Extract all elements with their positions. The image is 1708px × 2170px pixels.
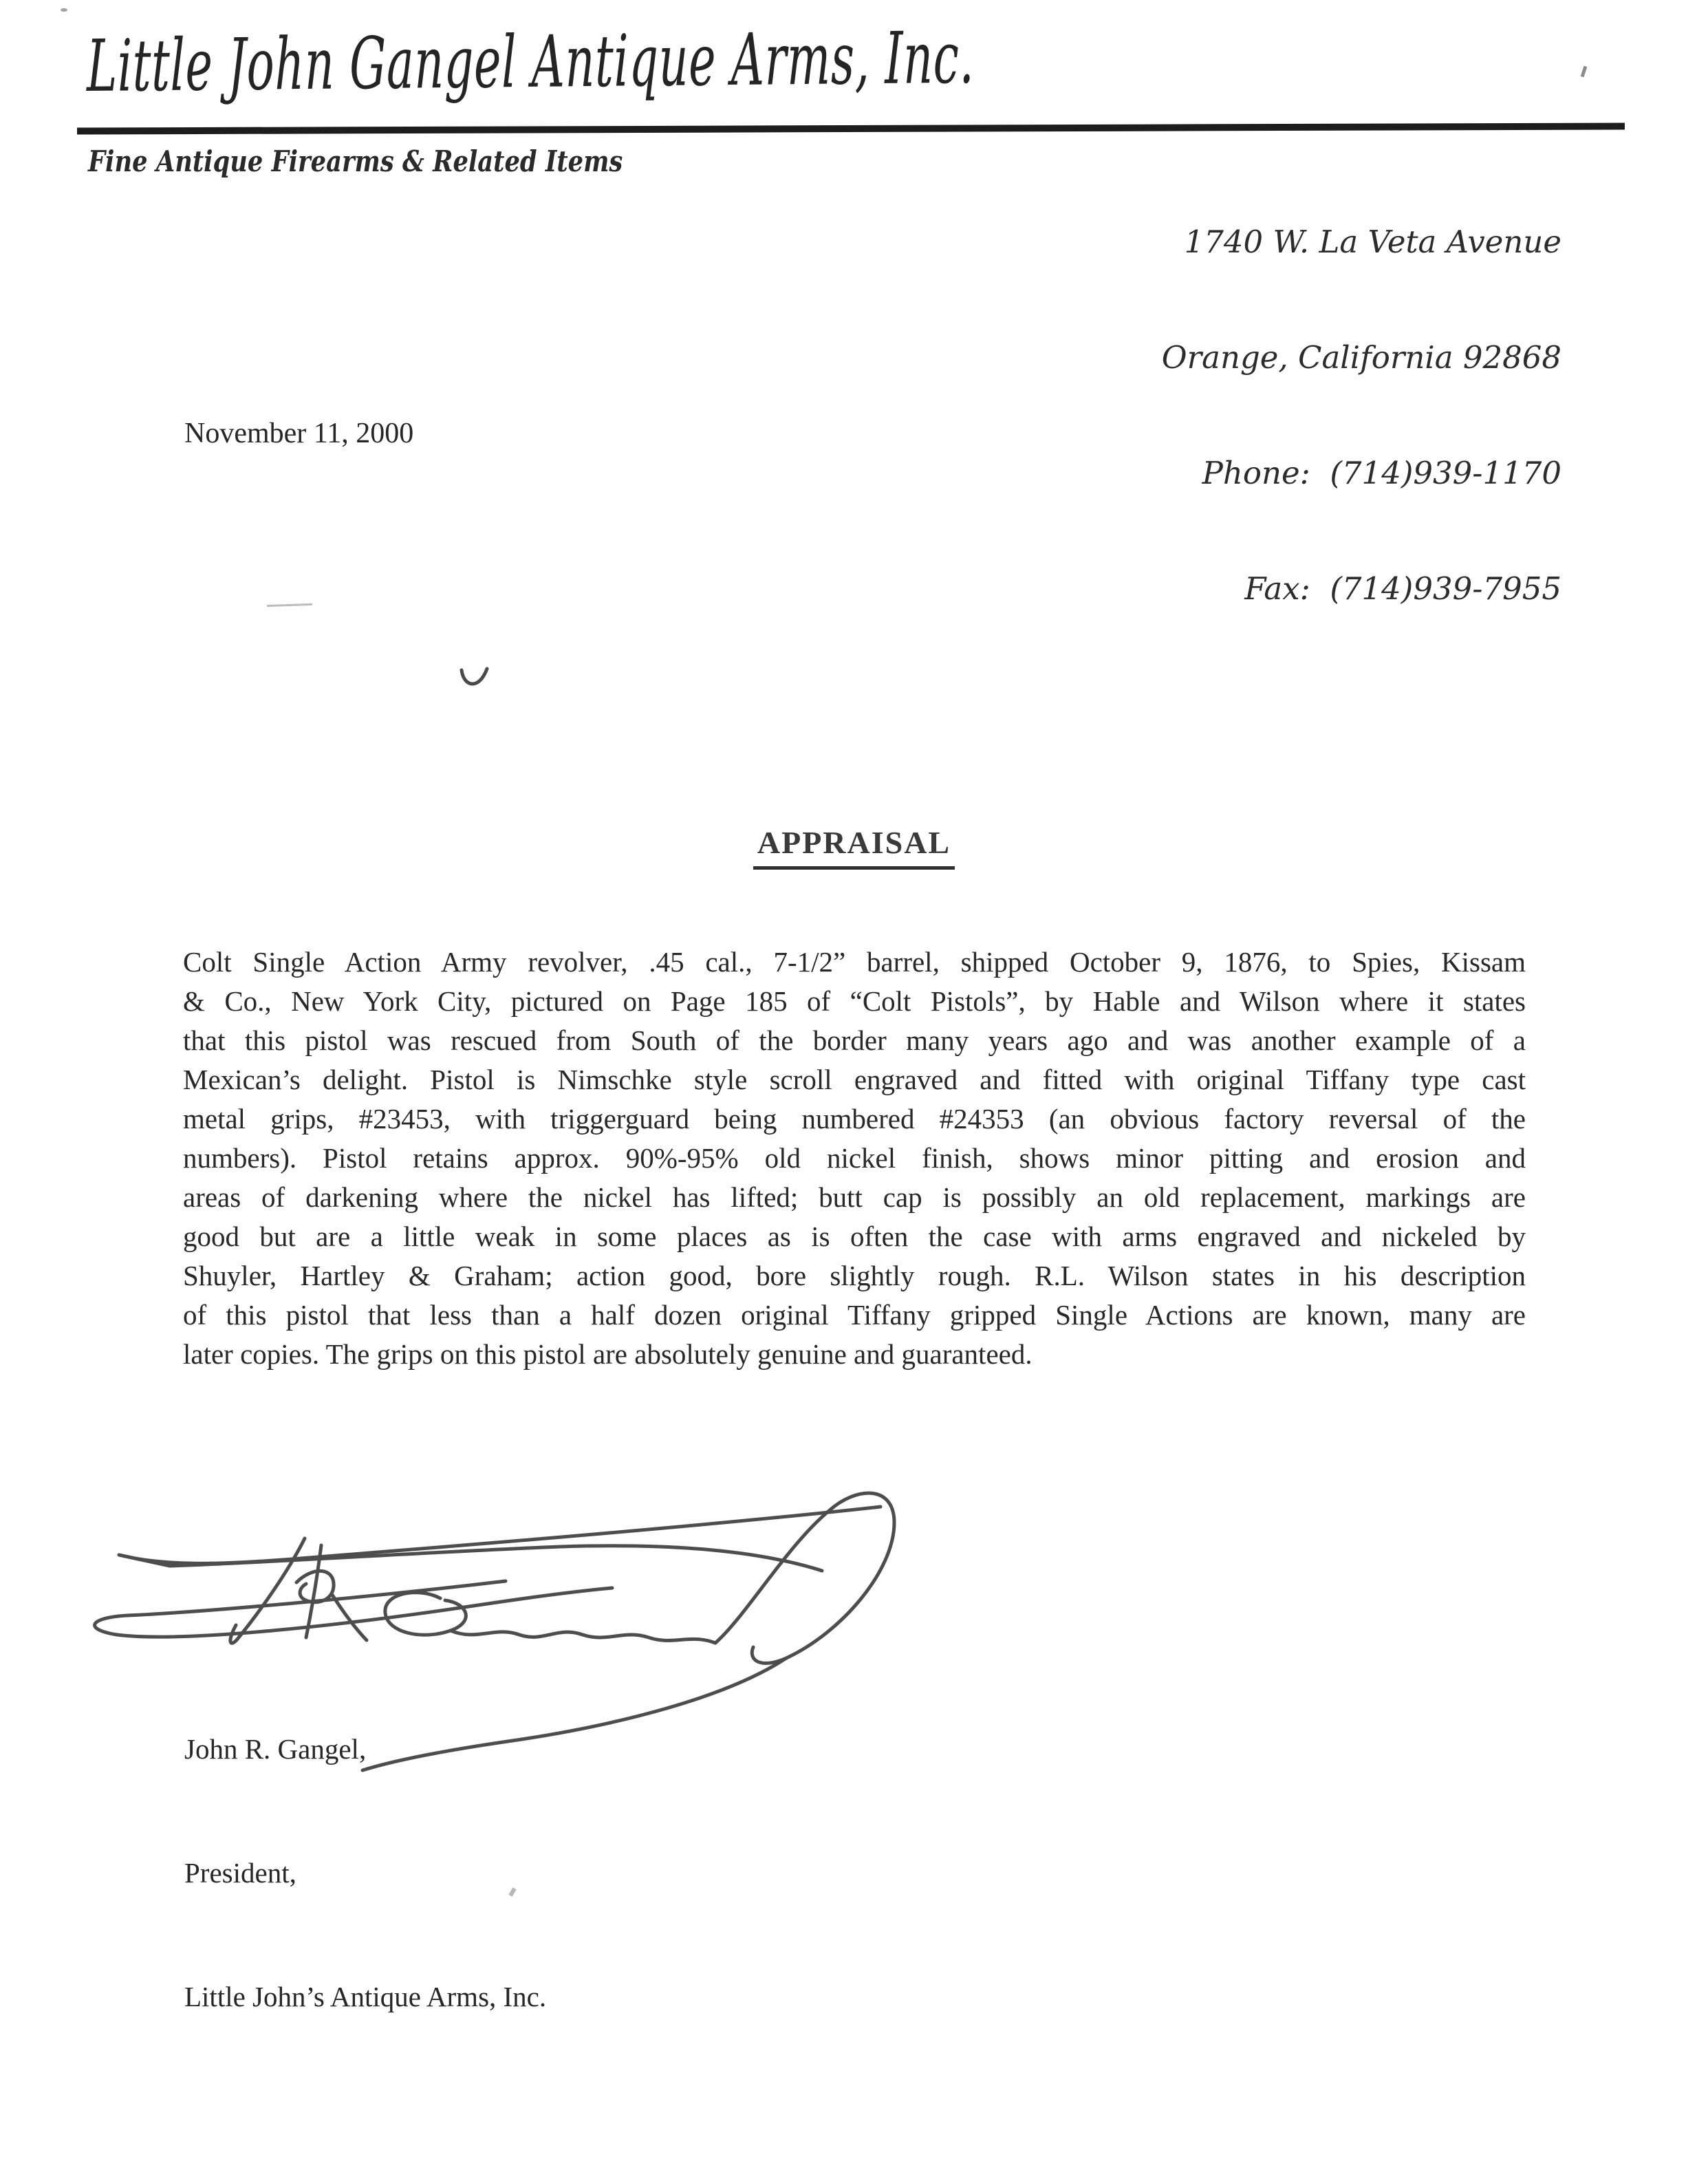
signatory-name: John R. Gangel, [184,1733,367,1765]
scan-artifact-squiggle [458,665,491,698]
signatory-company: Little John’s Antique Arms, Inc. [184,1981,547,2012]
body-line: of this pistol that less than a half dozen original Tiffany gripped Single Actions are known, many are [183,1299,1526,1331]
scan-artifact-tick [1581,66,1588,78]
appraisal-heading: APPRAISAL [753,824,955,870]
company-name: Little John Gangel Antique Arms, Inc. [86,15,975,108]
address-block [1162,146,1561,685]
appraisal-body [183,943,1526,1374]
body-line: Colt Single Action Army revolver, .45 cal., 7-1/2” barrel, shipped October 9, 1876, to Spies, Kissam [183,946,1526,978]
body-line: numbers). Pistol retains approx. 90%-95% old nickel finish, shows minor pitting and erosion and [183,1142,1526,1174]
date-line: November 11, 2000 [184,418,414,449]
body-line: later copies. The grips on this pistol are absolutely genuine and guaranteed. [183,1338,1033,1370]
tagline: Fine Antique Firearms & Related Items [88,144,623,178]
scan-artifact-dot [61,8,67,12]
body-line: that this pistol was rescued from South of the border many years ago and was another example of a [183,1024,1526,1056]
body-line: Mexican’s delight. Pistol is Nimschke style scroll engraved and fitted with original Tiffany type cast [183,1064,1526,1095]
signatory-title: President, [184,1857,296,1889]
body-line: metal grips, #23453, with triggerguard being numbered #24353 (an obvious factory reversal of the [183,1103,1526,1135]
scan-artifact-dash [267,603,312,607]
body-line: good but are a little weak in some places as is often the case with arms engraved and nickeled by [183,1221,1526,1252]
heading-wrap [0,824,1708,870]
letterhead-rule [77,122,1625,134]
body-line: Shuyler, Hartley & Graham; action good, bore slightly rough. R.L. Wilson states in his description [183,1260,1526,1291]
body-line: & Co., New York City, pictured on Page 185 of “Colt Pistols”, by Hable and Wilson where it states [183,985,1526,1017]
address-line-phone: Phone: (714)939-1170 [1202,455,1561,491]
closing-block [184,1646,546,2100]
address-line-fax: Fax: (714)939-7955 [1244,570,1561,607]
address-line-street: 1740 W. La Veta Avenue [1184,224,1561,260]
address-line-city: Orange, California 92868 [1161,339,1561,376]
body-line: areas of darkening where the nickel has lifted; butt cap is possibly an old replacement, markings are [183,1181,1526,1213]
